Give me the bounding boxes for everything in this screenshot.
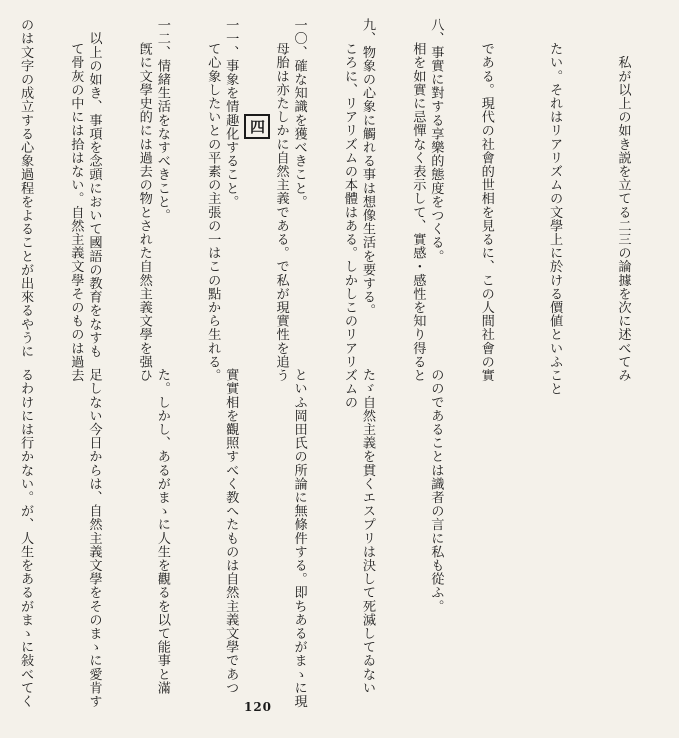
text-line: ころに、リアリズムの本體はある。しかしこのリアリズムの	[341, 42, 357, 410]
text-line: である。現代の社會的世相を見るに、この人間社會の實	[478, 42, 494, 382]
text-line: 實實相を觀照すべく教へたものは自然主義文學であつ	[223, 368, 239, 695]
text-line: 旣に文學史的には過去の物とされた自然主義文學を强ひ	[136, 42, 152, 382]
section-body-top	[18, 42, 679, 410]
text-line: 一二、情緒生活をなすべきこと。	[154, 18, 170, 222]
text-line: 九、物象の心象に觸れる事は想像生活を要する。	[360, 18, 376, 318]
text-line: て心象したいとの平素の主張の一はこの點から生れる。	[205, 42, 221, 382]
text-line: 八、事實に對する享樂的態度をつくる。	[428, 18, 444, 263]
text-line: 相を如實に忌憚なく表示して、實感・感性を知り得ると	[410, 42, 426, 382]
text-line: ののであることは識者の言に私も從ふ。	[428, 368, 444, 613]
text-line: たい。それはリアリズムの文學上に於ける價値といふこと	[547, 42, 563, 396]
text-line: 足しない今日からは、自然主義文學をそのまゝに愛肯す	[86, 368, 102, 708]
text-line: たゞ自然主義を貫くエスプリは決して死滅してゐない	[360, 368, 376, 695]
text-line: た。しかし、あるがまゝに人生を觀るを以て能事と滿	[154, 368, 170, 695]
text-line: 一一、事象を情趣化すること。	[223, 18, 239, 209]
page-number: 120	[243, 700, 273, 714]
text-line: 母胎は亦たしかに自然主義である。で私が現實性を追う	[273, 42, 289, 382]
text-line: のは文字の成立する心象過程をよることが出來るやうに	[18, 18, 34, 358]
section-number: 四	[244, 114, 270, 139]
text-line: 一〇、確な知識を獲べきこと。	[291, 18, 307, 209]
text-line: 私が以上の如き説を立てる二三の論據を次に述べてみ	[615, 42, 631, 382]
text-line: て骨灰の中には拾はない。自然主義文學そのものは過去	[68, 42, 84, 382]
text-line: るわけには行かない。が、人生をあるがまゝに敍べてく	[18, 368, 34, 708]
text-line: といふ岡田氏の所論に無條件する。即ちあるがまゝに現	[291, 368, 307, 708]
text-line: 以上の如き、事項を念頭において國語の教育をなすも	[86, 18, 102, 358]
